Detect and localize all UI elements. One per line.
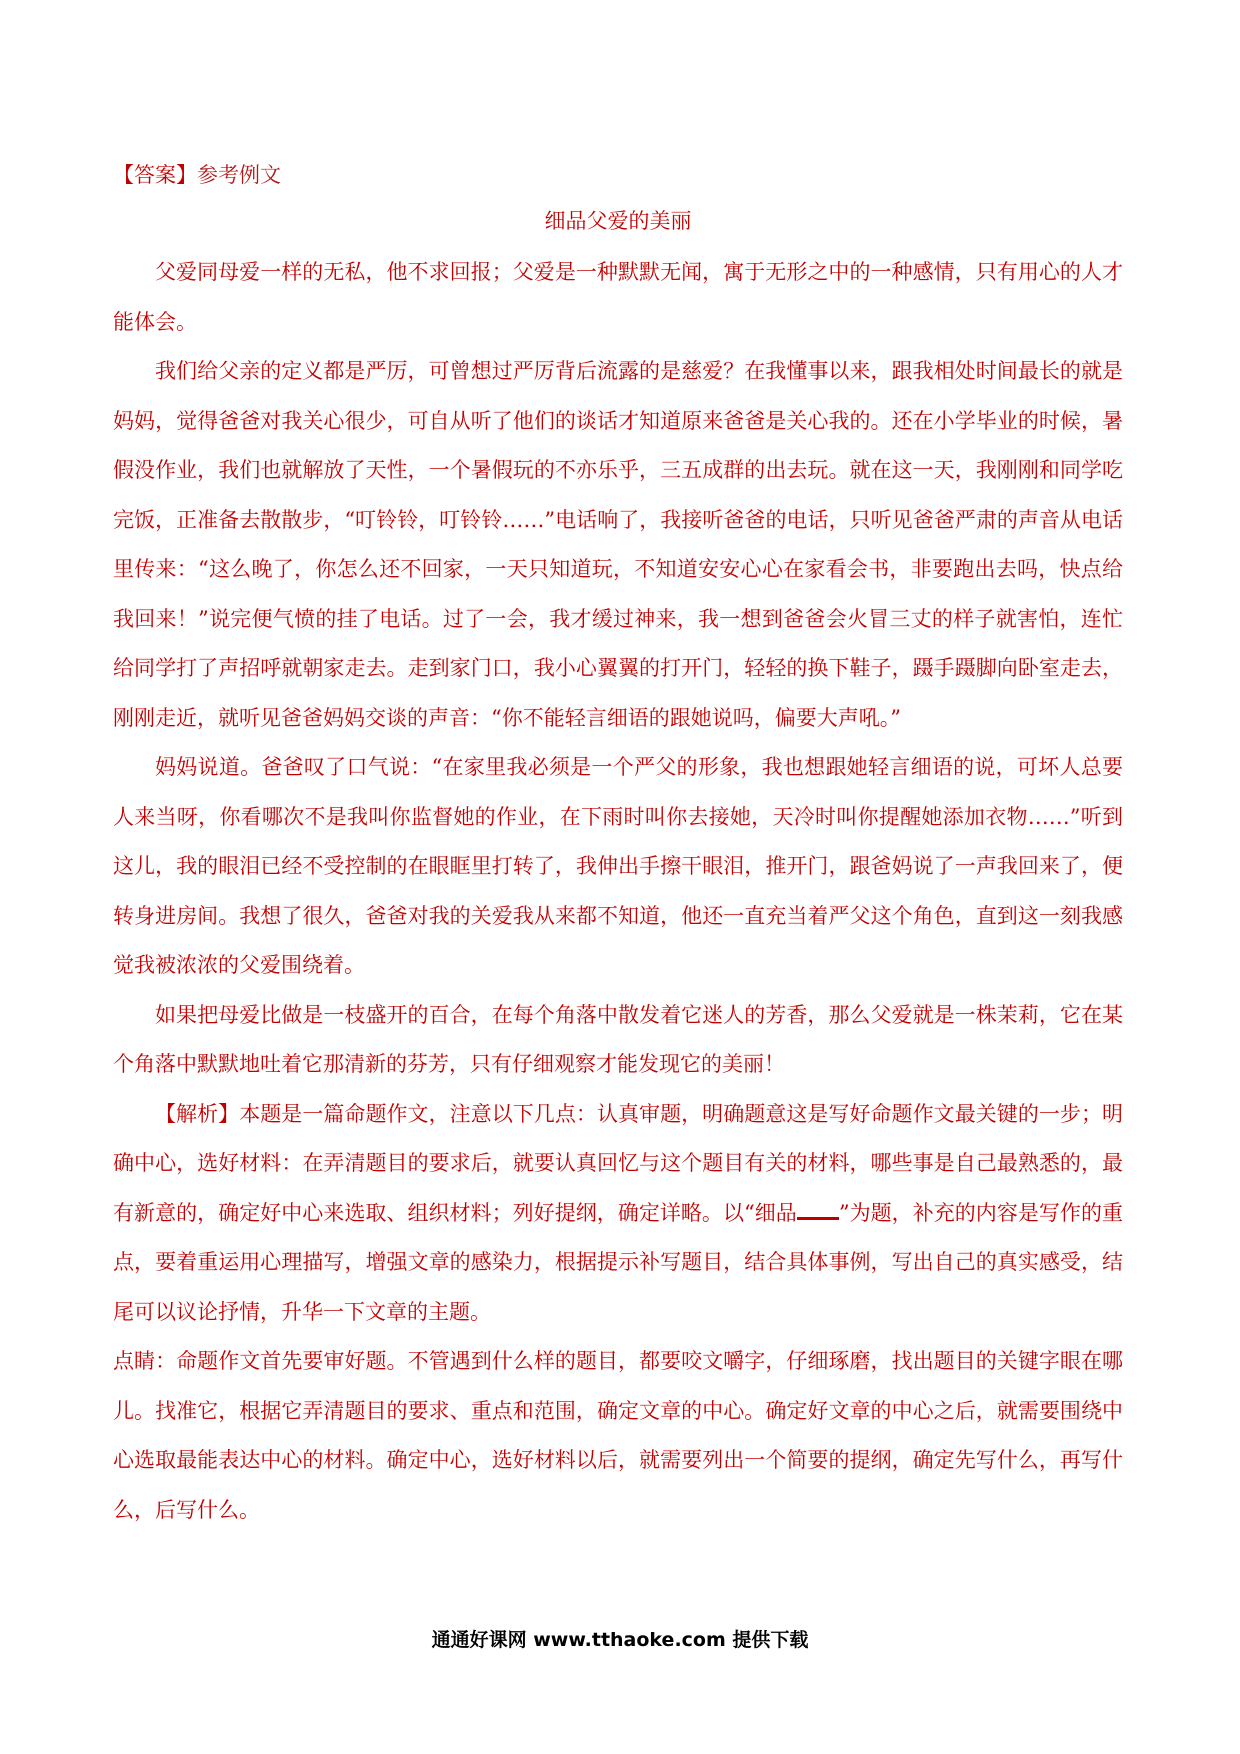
answer-tag: 【答案】 (113, 163, 197, 187)
fill-in-blank (797, 1197, 839, 1220)
essay-paragraph-2: 我们给父亲的定义都是严厉，可曾想过严厉背后流露的是慈爱？在我懂事以来，跟我相处时间最长的就是妈妈，觉得爸爸对我关心很少，可自从听了他们的谈话才知道原来爸爸是关心我的。还在小学毕业的时候，暑假没作业，我们也就解放了天性，一个暑假玩的不亦乐乎，三五成群的出去玩。就在这一天，我刚刚和同学吃完饭，正准备去散散步，“叮铃铃，叮铃铃……”电话响了，我接听爸爸的电话，只听见爸爸严肃的声音从电话里传来：“这么晚了，你怎么还不回家，一天只知道玩，不知道安安心心在家看会书，非要跑出去吗，快点给我回来！”说完便气愤的挂了电话。过了一会，我才缓过神来，我一想到爸爸会火冒三丈的样子就害怕，连忙给同学打了声招呼就朝家走去。走到家门口，我小心翼翼的打开门，轻轻的换下鞋子，蹑手蹑脚向卧室走去，刚刚走近，就听见爸爸妈妈交谈的声音：“你不能轻言细语的跟她说吗，偏要大声吼。” (113, 359, 1123, 730)
page-content (113, 152, 1123, 1535)
analysis-text-after: ”为题，补充的内容是写作的重点，要着重运用心理描写，增强文章的感染力，根据提示补写题目，结合具体事例，写出自己的真实感受，结尾可以议论抒情，升华一下文章的主题。 (113, 1200, 1123, 1324)
answer-label-text: 参考例文 (197, 163, 281, 187)
analysis-text-before: 本题是一篇命题作文，注意以下几点：认真审题，明确题意这是写好命题作文最关键的一步；明确中心，选好材料：在弄清题目的要求后，就要认真回忆与这个题目有关的材料，哪些事是自己最熟悉的，最有新意的，确定好中心来选取、组织材料；列好提纲，确定详略。以“细品 (113, 1101, 1124, 1225)
page-footer: 通通好课网 www.tthaoke.com 提供下载 (431, 1629, 809, 1651)
tip-paragraph: 点睛：命题作文首先要审好题。不管遇到什么样的题目，都要咬文嚼字，仔细琢磨，找出题目的关键字眼在哪儿。找准它，根据它弄清题目的要求、重点和范围，确定文章的中心。确定好文章的中心之后，就需要围绕中心选取最能表达中心的材料。确定中心，选好材料以后，就需要列出一个简要的提纲，确定先写什么，再写什么，后写什么。 (113, 1349, 1123, 1522)
analysis-paragraph (113, 1090, 1123, 1338)
essay-paragraph-1: 父爱同母爱一样的无私，他不求回报；父爱是一种默默无闻，寓于无形之中的一种感情，只有用心的人才能体会。 (113, 260, 1123, 334)
essay-title: 细品父爱的美丽 (544, 209, 692, 233)
analysis-tag: 【解析】 (155, 1101, 240, 1126)
answer-heading (113, 152, 1123, 198)
essay-paragraph-4: 如果把母爱比做是一枝盛开的百合，在每个角落中散发着它迷人的芳香，那么父爱就是一株茉莉，它在某个角落中默默地吐着它那清新的芬芳，只有仔细观察才能发现它的美丽！ (113, 1002, 1123, 1076)
essay-paragraph-3: 妈妈说道。爸爸叹了口气说：“在家里我必须是一个严父的形象，我也想跟她轻言细语的说，可坏人总要人来当呀，你看哪次不是我叫你监督她的作业，在下雨时叫你去接她，天冷时叫你提醒她添加衣物……”听到这儿，我的眼泪已经不受控制的在眼眶里打转了，我伸出手擦干眼泪，推开门，跟爸妈说了一声我回来了，便转身进房间。我想了很久，爸爸对我的关爱我从来都不知道，他还一直充当着严父这个角色，直到这一刻我感觉我被浓浓的父爱围绕着。 (113, 755, 1123, 977)
